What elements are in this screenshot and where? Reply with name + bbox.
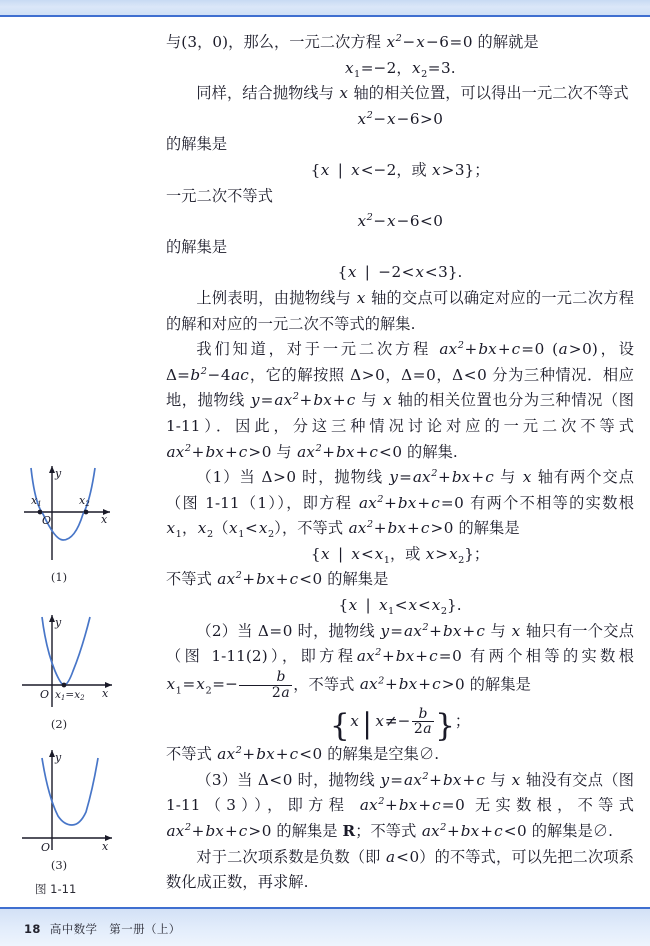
page-top-rule xyxy=(0,15,650,17)
footer-title: 高中数学 第一册（上） xyxy=(49,922,181,936)
figure-1-x-axis-label: x xyxy=(101,513,108,526)
figure-1-root-label-x2: x2 xyxy=(79,494,90,508)
figure-3-x-axis-label: x xyxy=(102,840,109,853)
paragraph-case2-mid: 不等式 $ax^2+bx+c<0$ 的解集是空集∅. xyxy=(166,745,440,764)
figure-2-graph xyxy=(0,605,160,717)
page-number: 18 xyxy=(24,922,41,936)
label-solution-set-1: 的解集是 xyxy=(166,135,228,154)
paragraph-we-know: 我们知道，对于一元二次方程 $ax^2+bx+c=0$ (a>0)，设 $\Delta=b^2-4ac$，它的解按照 Δ>0，Δ=0，Δ<0 分为三种情况．相应地，抛物线 $y=ax^2+bx+c$ 与 x 轴的相关位置也分为三种情况（图 1-11）．因此，分这三种情况讨论对应的一元二次不等式 $ax^2+bx+c>0$ 与 $ax^2+bx+c<0$ 的解集. xyxy=(166,340,635,461)
figure-2-origin-label: O xyxy=(40,688,50,701)
main-text-column xyxy=(166,30,634,896)
figure-3 xyxy=(0,740,160,872)
paragraph-case-3: （3）当 Δ<0 时，抛物线 $y=ax^2+bx+c$ 与 x 轴没有交点（图 1-11（3）），即方程 $ax^2+bx+c=0$ 无实数根，不等式 $ax^2+bx+c>0$ 的解集是 R；不等式 $ax^2+bx+c<0$ 的解集是∅. xyxy=(166,770,634,840)
figure-1-caption: (1) xyxy=(50,570,68,584)
equation-case1-set2: {x | $x_1<x<x_2$}. xyxy=(338,596,462,618)
label-quadratic-inequality: 一元二次不等式 xyxy=(166,186,274,205)
equation-case1-set1: {x | $x<x_1$，或 $x>x_2$}； xyxy=(310,544,490,566)
equation-case2-set: {x | x≠− $\frac{b}{2a}$ }； xyxy=(329,705,471,744)
figure-3-graph xyxy=(0,740,160,858)
figure-1-graph xyxy=(0,452,160,570)
figure-2-caption: (2) xyxy=(50,717,68,731)
figure-2 xyxy=(0,605,160,731)
paragraph-case1-mid: 不等式 $ax^2+bx+c<0$ 的解集是 xyxy=(166,570,389,589)
figure-1-root-label-x1: x1 xyxy=(31,494,42,508)
figure-3-origin-label: O xyxy=(41,841,51,854)
paragraph-case-1: （1）当 Δ>0 时，抛物线 $y=ax^2+bx+c$ 与 x 轴有两个交点（图 1-11（1）），即方程 $ax^2+bx+c=0$ 有两个不相等的实数根 $x_1$，$x_2(x_1<x_2)$，不等式 $ax^2+bx+c>0$ 的解集是 xyxy=(166,468,634,541)
figure-2-root-label: x1=x2 xyxy=(55,689,85,702)
equation-roots: $x_1=-2$，$x_2=3$. xyxy=(344,58,456,80)
equation-inequality-gt: $x^2-x-6>0$ xyxy=(357,109,443,128)
page-top-band xyxy=(0,0,650,15)
figure-group-label: 图 1-11 xyxy=(35,882,77,896)
page-footer xyxy=(24,921,181,937)
paragraph-same-way: 同样，结合抛物线与 x 轴的相关位置，可以得出一元二次不等式 xyxy=(196,84,629,103)
equation-solution-set-1: {x | x<−2，或 x>3}； xyxy=(310,160,490,179)
equation-inequality-lt: $x^2-x-6<0$ xyxy=(357,212,443,231)
figure-1-y-axis-label: y xyxy=(55,467,62,480)
figure-2-x-axis-label: x xyxy=(102,687,109,700)
figure-2-y-axis-label: y xyxy=(55,616,62,629)
label-solution-set-2: 的解集是 xyxy=(166,237,228,256)
figure-3-caption: (3) xyxy=(50,858,68,872)
paragraph-case-2: （2）当 Δ=0 时，抛物线 $y=ax^2+bx+c$ 与 x 轴只有一个交点（图 1-11(2)），即方程$ax^2+bx+c=0$ 有两个相等的实数根 $x_1=x_2=-$ $\frac{b}{2a}$ ，不等式 $ax^2+bx+c>0$ 的解集是 xyxy=(166,621,634,701)
paragraph-line1: 与(3，0)，那么，一元二次方程 $x^2-x-6=0$ 的解就是 xyxy=(166,32,539,51)
figure-3-y-axis-label: y xyxy=(55,751,62,764)
paragraph-above-example: 上例表明，由抛物线与 x 轴的交点可以确定对应的一元二次方程的解和对应的一元二次不等式的解集. xyxy=(166,288,634,333)
figure-1-origin-label: O xyxy=(42,514,52,527)
paragraph-negative-coefficient: 对于二次项系数是负数（即 a<0）的不等式，可以先把二次项系数化成正数，再求解. xyxy=(166,847,634,892)
equation-solution-set-2: {x | −2<x<3}. xyxy=(337,263,463,282)
figure-1 xyxy=(0,452,160,584)
